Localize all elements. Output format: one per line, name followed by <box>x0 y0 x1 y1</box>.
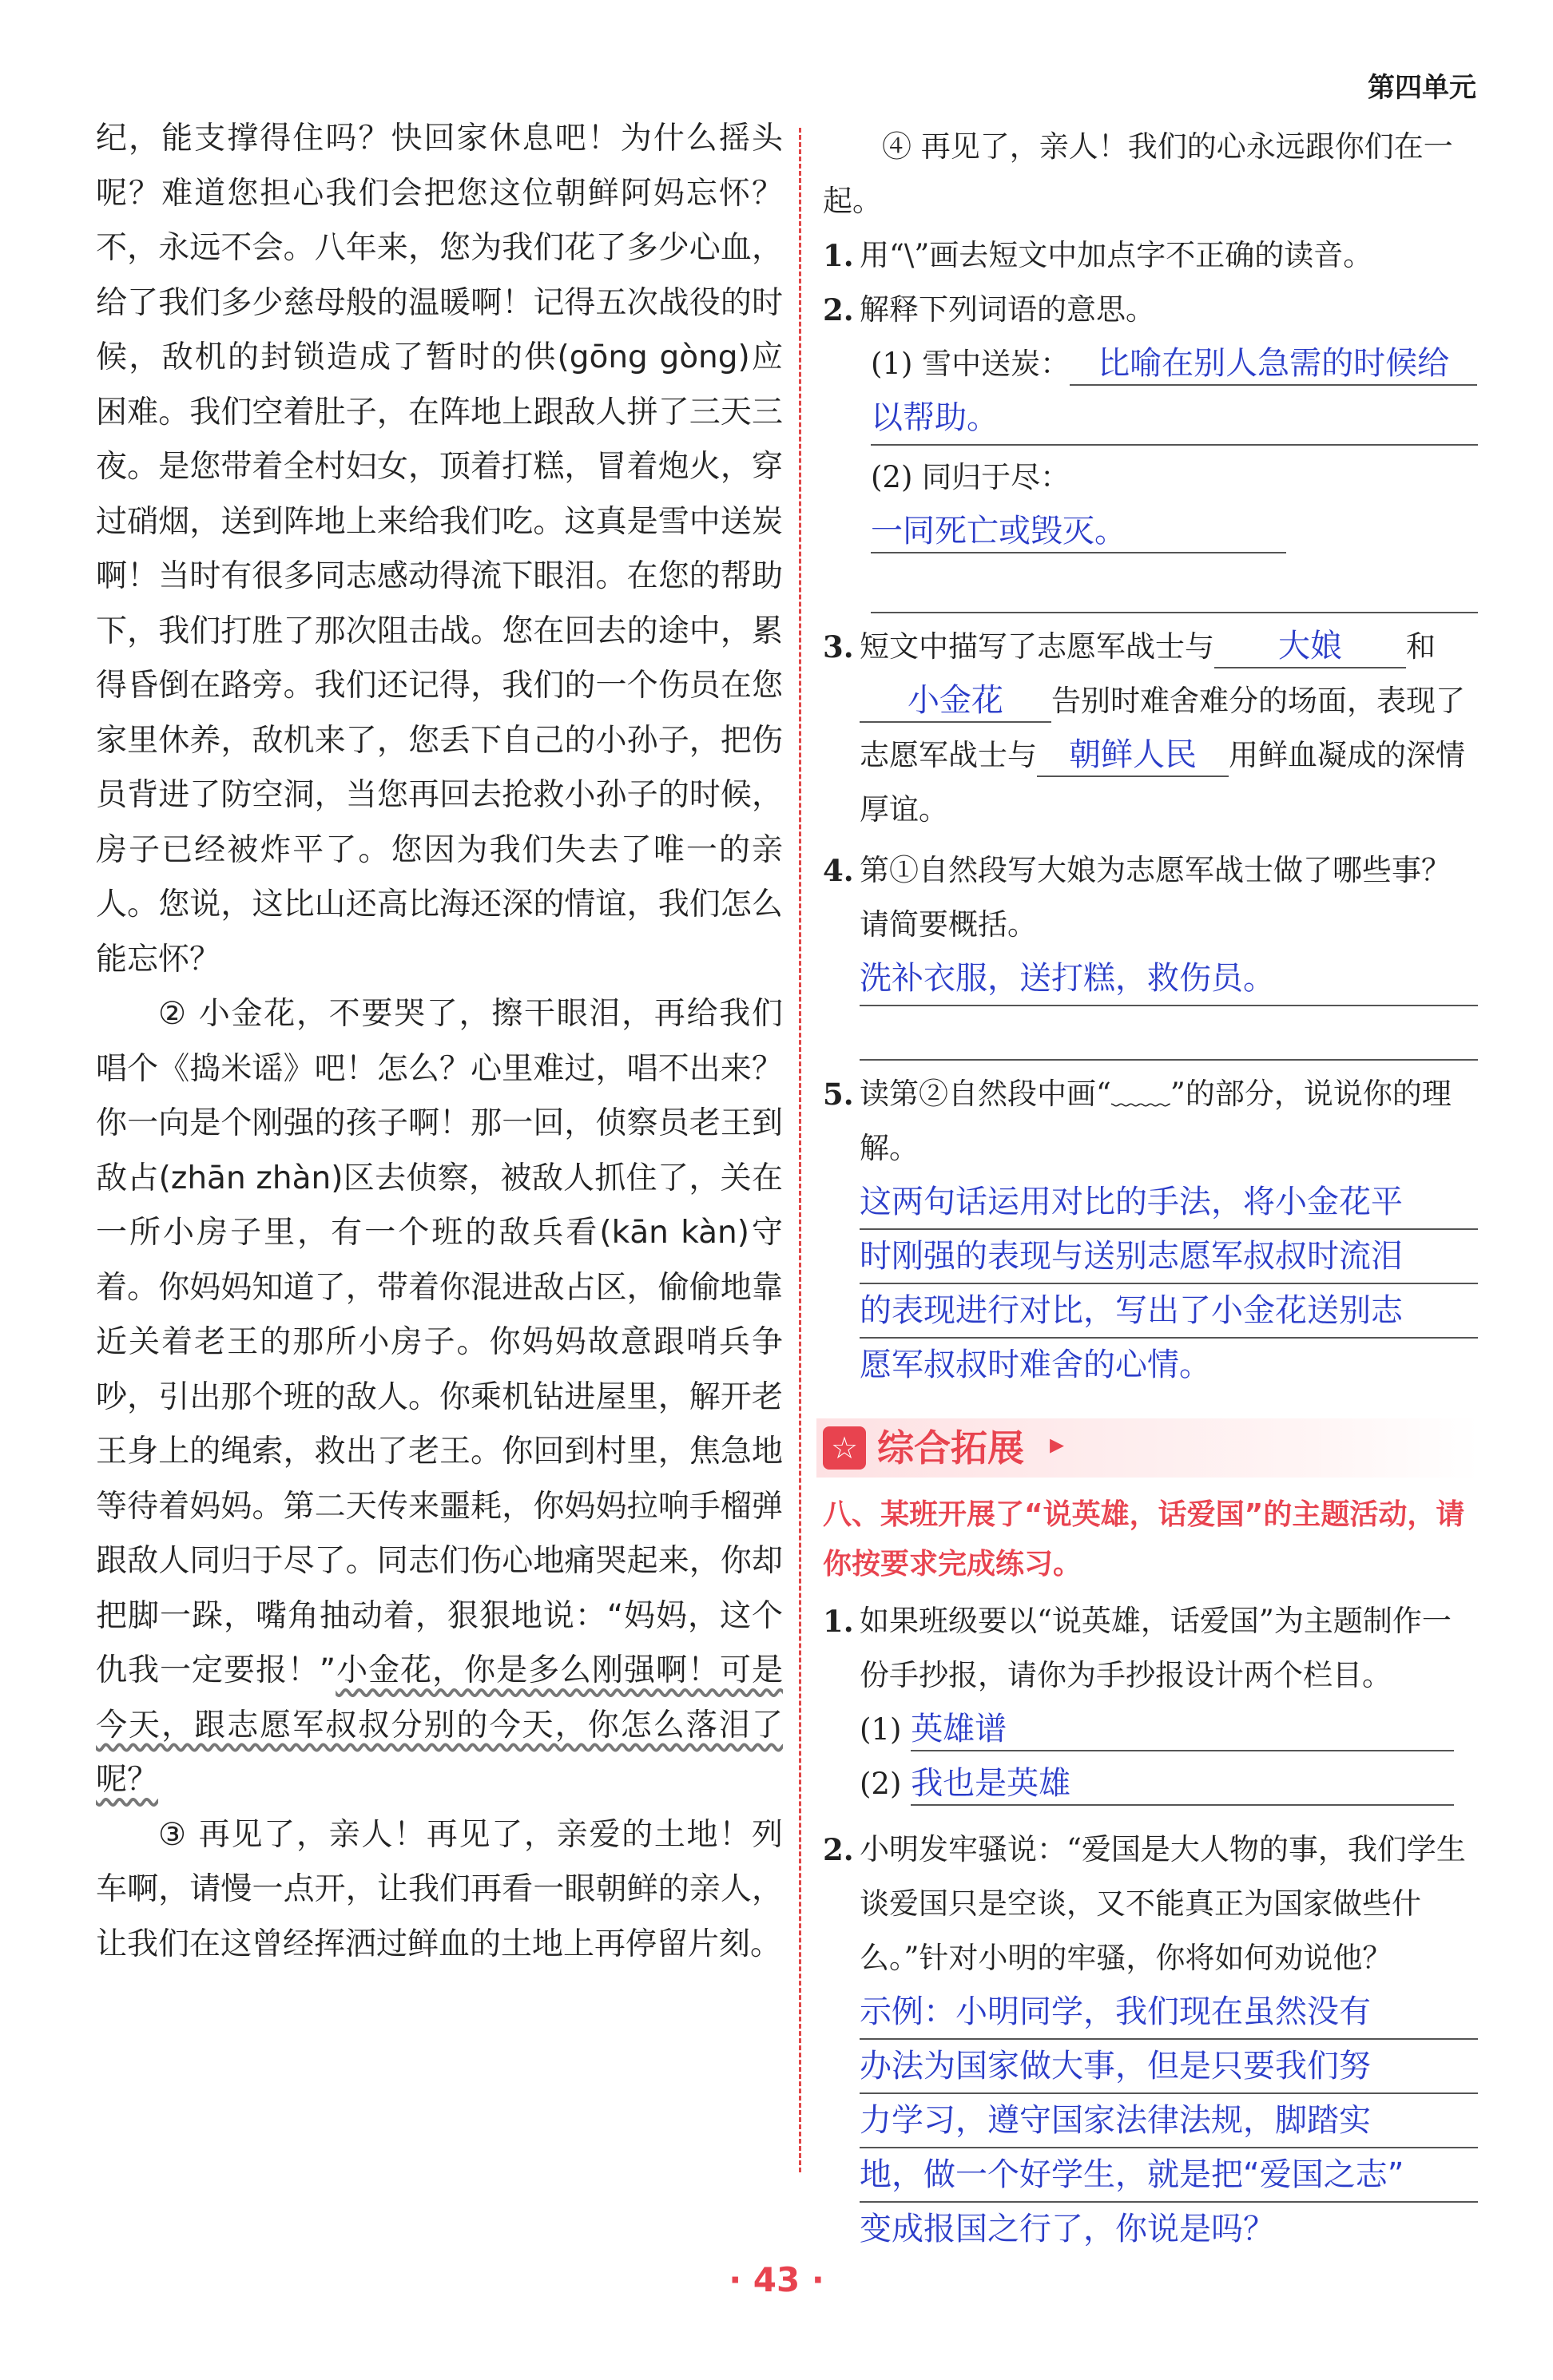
question-text: 解释下列词语的意思。 <box>860 292 1155 327</box>
answer-line[interactable]: 示例：小明同学，我们现在虽然没有 <box>860 1985 1478 2040</box>
term-label: (1) 雪中送炭： <box>871 347 1070 381</box>
question-number: 4. <box>823 853 854 888</box>
answer-line[interactable]: 地，做一个好学生，就是把“爱国之志” <box>860 2148 1478 2203</box>
arrow-icon: ▸ <box>1050 1428 1065 1461</box>
answer-field-empty[interactable] <box>860 1006 1478 1061</box>
ext-question-2 <box>823 1823 1478 2255</box>
answer-line[interactable]: 愿军叔叔时难舍的心情。 <box>860 1347 1211 1383</box>
answer-field[interactable]: 我也是英雄 <box>911 1763 1454 1806</box>
answer-blank[interactable]: 大娘 <box>1214 625 1406 668</box>
question-number: 1. <box>823 238 854 273</box>
question-text: 小明发牢骚说：“爱国是大人物的事，我们学生谈爱国只是空谈，又不能真正为国家做些什么。”针对小明的牢骚，你将如何劝说他？ <box>860 1832 1466 1975</box>
answer-line[interactable]: 办法为国家做大事，但是只要我们努 <box>860 2040 1478 2094</box>
question-text: 短文中描写了志愿军战士与 <box>860 629 1214 664</box>
answer-field[interactable]: 比喻在别人急需的时候给 <box>1070 343 1477 386</box>
question-number: 3. <box>823 629 854 664</box>
question-3 <box>823 620 1478 837</box>
item-label: (1) <box>860 1712 902 1747</box>
answer-field[interactable]: 以帮助。 <box>871 391 1478 446</box>
passage-paragraph-1: 纪，能支撑得住吗？快回家休息吧！为什么摇头呢？难道您担心我们会把您这位朝鲜阿妈忘怀？不，永远不会。八年来，您为我们花了多少心血，给了我们多少慈母般的温暖啊！记得五次战役的时候，敌机的封锁造成了暂时的供(gōng gòng)应困难。我们空着肚子，在阵地上跟敌人拼了三天三夜。是您带着全村妇女，顶着打糕，冒着炮火，穿过硝烟，送到阵地上来给我们吃。这真是雪中送炭啊！当时有很多同志感动得流下眼泪。在您的帮助下，我们打胜了那次阻击战。您在回去的途中，累得昏倒在路旁。我们还记得，我们的一个伤员在您家里休养，敌机来了，您丢下自己的小孙子，把伤员背进了防空洞，当您再回去抢救小孙子的时候，房子已经被炸平了。您因为我们失去了唯一的亲人。您说，这比山还高比海还深的情谊，我们怎么能忘怀？ <box>96 121 783 978</box>
answer-field-empty[interactable] <box>871 559 1478 613</box>
question-text: 和 <box>1406 629 1436 664</box>
answer-line[interactable]: 的表现进行对比，写出了小金花送别志 <box>860 1284 1478 1339</box>
question-text: 用“\”画去短文中加点字不正确的读音。 <box>860 238 1373 272</box>
wavy-underlined-sentence: 小金花，你是多么刚强啊！可是今天，跟志愿军叔叔分别的今天，你怎么落泪了呢？ <box>96 1652 783 1798</box>
question-text: 读第②自然段中画“﹏﹏”的部分，说说你的理解。 <box>860 1077 1452 1165</box>
answer-line[interactable]: 这两句话运用对比的手法，将小金花平 <box>860 1176 1478 1230</box>
answer-blank[interactable]: 朝鲜人民 <box>1037 734 1229 777</box>
questions-column <box>823 120 1478 1391</box>
answer-field[interactable]: 一同死亡或毁灭。 <box>871 510 1286 553</box>
question-number: 2. <box>823 292 854 327</box>
section-heading: 八、某班开展了“说英雄，话爱国”的主题活动，请你按要求完成练习。 <box>823 1498 1465 1581</box>
question-number: 2. <box>823 1832 854 1867</box>
column-name-1 <box>860 1703 1478 1757</box>
item-label: (2) <box>860 1767 902 1801</box>
page-number: · 43 · <box>729 2260 824 2299</box>
unit-header: 第四单元 <box>1368 72 1476 104</box>
passage-paragraph-2 <box>96 987 783 1808</box>
question-2-part-b <box>871 450 1478 613</box>
answer-line[interactable]: 时刚强的表现与送别志愿军叔叔时流泪 <box>860 1230 1478 1284</box>
question-number: 5. <box>823 1077 854 1112</box>
question-text: 告别时难舍难分的场面，表现了志愿军战士与 <box>860 684 1465 772</box>
answer-blank[interactable]: 小金花 <box>860 680 1051 723</box>
question-2 <box>823 283 1478 613</box>
extension-questions <box>823 1594 1478 2255</box>
passage-paragraph-4: ④ 再见了，亲人！我们的心永远跟你们在一起。 <box>823 129 1453 218</box>
answer-line[interactable]: 力学习，遵守国家法律法规，脚踏实 <box>860 2094 1478 2148</box>
question-5 <box>823 1067 1478 1391</box>
question-text: 如果班级要以“说英雄，话爱国”为主题制作一份手抄报，请你为手抄报设计两个栏目。 <box>860 1604 1452 1692</box>
star-icon: ☆ <box>823 1426 866 1470</box>
question-number: 1. <box>823 1604 854 1639</box>
question-text: 第①自然段写大娘为志愿军战士做了哪些事？请简要概括。 <box>860 853 1451 942</box>
section-banner <box>816 1418 1480 1478</box>
column-name-2 <box>860 1757 1478 1811</box>
section-title: 综合拓展 <box>877 1426 1024 1470</box>
answer-line[interactable]: 变成报国之行了，你说是吗？ <box>860 2211 1275 2247</box>
term-label: (2) 同归于尽： <box>871 460 1070 494</box>
passage-paragraph-3: ③ 再见了，亲人！再见了，亲爱的土地！列车啊，请慢一点开，让我们再看一眼朝鲜的亲人，让我们在这曾经挥洒过鲜血的土地上再停留片刻。 <box>96 1816 783 1962</box>
question-1 <box>823 228 1478 283</box>
column-divider <box>799 128 801 2172</box>
answer-field[interactable]: 洗补衣服，送打糕，救伤员。 <box>860 952 1478 1006</box>
answer-field[interactable]: 英雄谱 <box>911 1708 1454 1751</box>
question-text: 用鲜血凝成的深情厚谊。 <box>860 738 1465 827</box>
passage-paragraph-2-text: ② 小金花，不要哭了，擦干眼泪，再给我们唱个《捣米谣》吧！怎么？心里难过，唱不出来？你一向是个刚强的孩子啊！那一回，侦察员老王到敌占(zhān zhàn)区去侦察，被敌人抓住了，关在一所小房子里，有一个班的敌兵看(kān kàn)守着。你妈妈知道了，带着你混进敌占区，偷偷地靠近关着老王的那所小房子。你妈妈故意跟哨兵争吵，引出那个班的敌人。你乘机钻进屋里，解开老王身上的绳索，救出了老王。你回到村里，焦急地等待着妈妈。第二天传来噩耗，你妈妈拉响手榴弹跟敌人同归于尽了。同志们伤心地痛哭起来，你却把脚一跺，嘴角抽动着，狠狠地说：“妈妈，这个仇我一定要报！” <box>96 996 783 1688</box>
question-2-part-a <box>871 337 1478 446</box>
ext-question-1 <box>823 1594 1478 1811</box>
question-4 <box>823 843 1478 1061</box>
passage-column <box>96 112 783 1972</box>
